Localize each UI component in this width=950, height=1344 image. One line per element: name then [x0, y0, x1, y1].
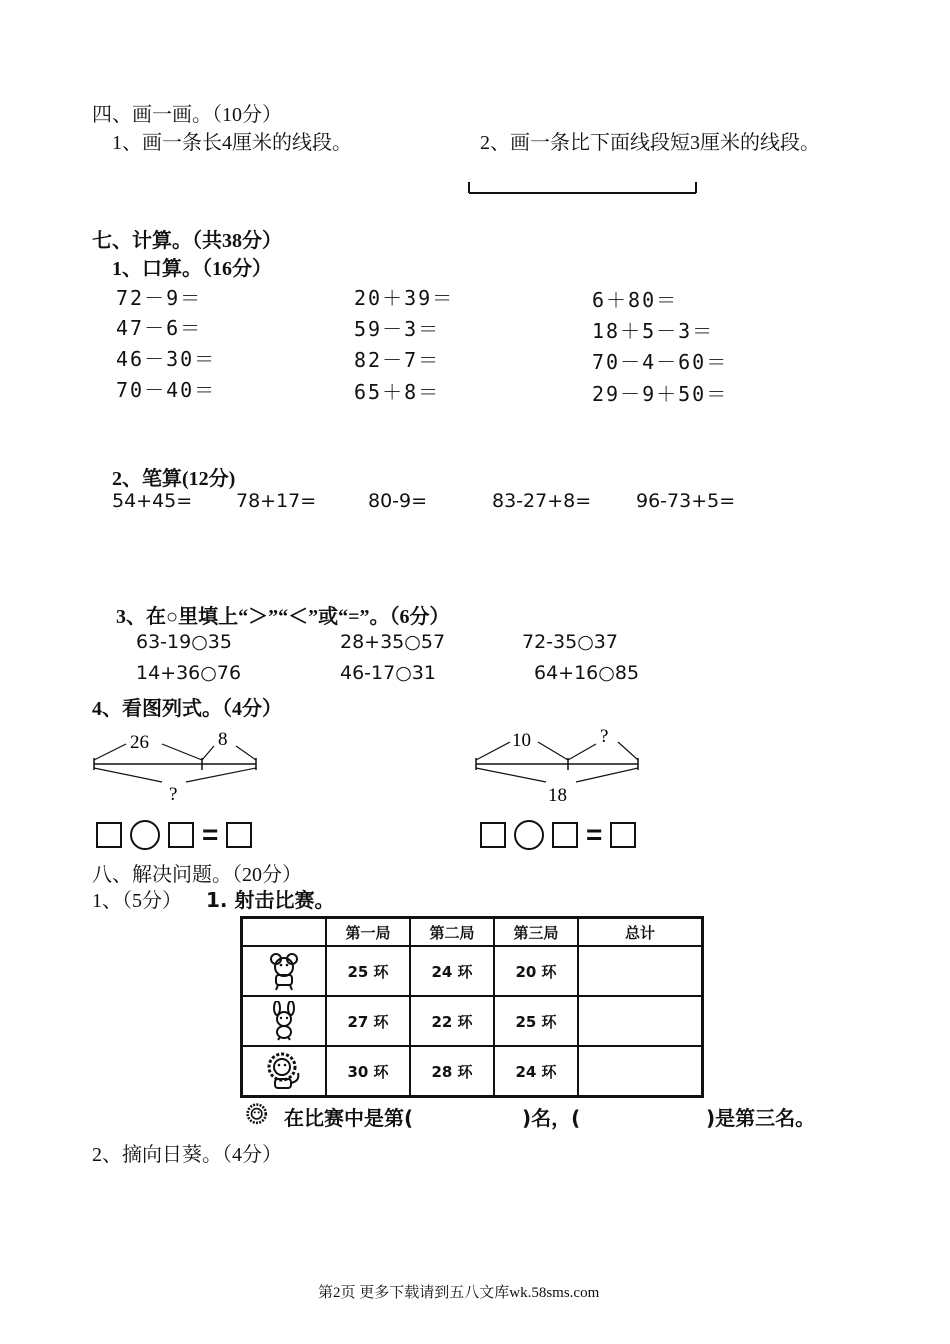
blank-circle[interactable]	[130, 820, 160, 850]
sentence-part3: )是第三名。	[706, 1106, 816, 1130]
written-item: 80-9=	[368, 490, 428, 512]
oral-item: 20＋39＝	[354, 286, 455, 310]
section4-q1: 1、画一条长4厘米的线段。	[112, 132, 352, 154]
section7-title: 七、计算。（共38分）	[92, 230, 282, 252]
compare-item: 64+16○85	[534, 662, 640, 684]
page-footer: 第2页 更多下载请到五八文库wk.58sms.com	[318, 1285, 600, 1301]
table-header: 第一局	[326, 918, 410, 947]
total-cell[interactable]	[578, 996, 703, 1046]
written-item: 78+17=	[236, 490, 317, 512]
blank-box[interactable]	[610, 822, 636, 848]
diagram-right-total: 18	[548, 785, 567, 806]
diagram-right-b: ?	[600, 726, 609, 747]
shooting-score-table	[240, 916, 704, 1098]
table-header: 第二局	[410, 918, 494, 947]
section4-q2: 2、画一条比下面线段短3厘米的线段。	[480, 132, 820, 154]
animal-cell	[242, 1046, 327, 1097]
diagram-left-total: ?	[169, 784, 178, 805]
rabbit-icon	[264, 1001, 304, 1041]
section8-q2: 2、摘向日葵。（4分）	[92, 1144, 282, 1166]
score-cell: 25 环	[494, 996, 578, 1046]
diagram-title: 4、看图列式。（4分）	[92, 698, 282, 720]
score-cell: 27 环	[326, 996, 410, 1046]
oral-item: 82－7＝	[354, 348, 441, 372]
total-cell[interactable]	[578, 946, 703, 996]
animal-cell	[242, 996, 327, 1046]
oral-item: 59－3＝	[354, 317, 441, 341]
score-cell: 25 环	[326, 946, 410, 996]
total-cell[interactable]	[578, 1046, 703, 1097]
compare-item: 14+36○76	[136, 662, 242, 684]
score-cell: 24 环	[410, 946, 494, 996]
score-cell: 22 环	[410, 996, 494, 1046]
oral-item: 70－4－60＝	[592, 350, 729, 374]
oral-item: 65＋8＝	[354, 380, 441, 404]
blank-circle[interactable]	[514, 820, 544, 850]
diagram-left-a: 26	[130, 732, 149, 753]
blank-box[interactable]	[168, 822, 194, 848]
equals-sign: =	[202, 819, 219, 850]
oral-item: 70－40＝	[116, 378, 217, 402]
equals-sign: =	[586, 819, 603, 850]
oral-item: 6＋80＝	[592, 288, 679, 312]
section4-title: 四、画一画。（10分）	[92, 104, 282, 126]
blank-box[interactable]	[552, 822, 578, 848]
diagram-left	[90, 726, 260, 806]
table-row	[242, 996, 703, 1046]
table-header: 总计	[578, 918, 703, 947]
score-cell: 30 环	[326, 1046, 410, 1097]
compare-title: 3、在○里填上“＞”“＜”或“=”。（6分）	[116, 606, 450, 628]
score-cell: 28 环	[410, 1046, 494, 1097]
bear-icon	[264, 951, 304, 991]
lion-icon	[244, 1102, 272, 1128]
section8-q1-label: 1、（5分）	[92, 890, 182, 912]
diagram-right-a: 10	[512, 730, 531, 751]
oral-calc-title: 1、口算。（16分）	[112, 258, 272, 280]
header-blank	[242, 918, 327, 947]
table-row	[242, 946, 703, 996]
reference-line-segment	[466, 180, 700, 196]
compare-item: 72-35○37	[522, 631, 618, 653]
answer-equation-right	[480, 820, 636, 850]
answer-equation-left	[96, 820, 252, 850]
oral-item: 47－6＝	[116, 316, 203, 340]
section8-q1-title: 1. 射击比赛。	[206, 888, 335, 912]
compare-item: 63-19○35	[136, 631, 232, 653]
lion-icon	[264, 1051, 304, 1091]
compare-item: 28+35○57	[340, 631, 446, 653]
animal-cell	[242, 946, 327, 996]
written-item: 54+45=	[112, 490, 193, 512]
oral-item: 72－9＝	[116, 286, 203, 310]
oral-item: 18＋5－3＝	[592, 319, 715, 343]
diagram-left-b: 8	[218, 729, 228, 750]
sentence-part1: 在比赛中是第(	[284, 1106, 414, 1130]
written-calc-title: 2、笔算(12分)	[112, 468, 236, 490]
oral-item: 29－9＋50＝	[592, 382, 729, 406]
table-header: 第三局	[494, 918, 578, 947]
written-item: 96-73+5=	[636, 490, 736, 512]
oral-item: 46－30＝	[116, 347, 217, 371]
score-cell: 24 环	[494, 1046, 578, 1097]
section8-title: 八、解决问题。（20分）	[92, 864, 302, 886]
blank-box[interactable]	[226, 822, 252, 848]
score-cell: 20 环	[494, 946, 578, 996]
written-item: 83-27+8=	[492, 490, 592, 512]
sentence-part2: )名，(	[522, 1106, 581, 1130]
table-row	[242, 1046, 703, 1097]
blank-box[interactable]	[96, 822, 122, 848]
blank-box[interactable]	[480, 822, 506, 848]
compare-item: 46-17○31	[340, 662, 436, 684]
diagram-right	[472, 720, 644, 806]
